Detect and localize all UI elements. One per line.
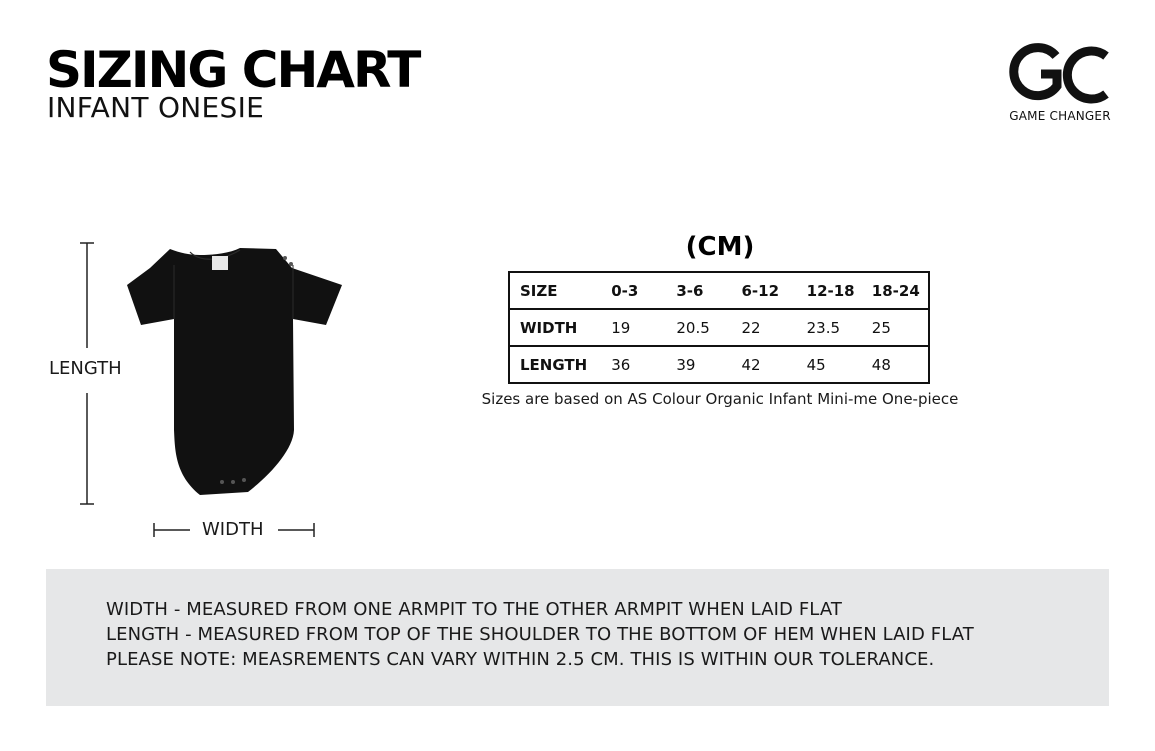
width-measurement-note: WIDTH - MEASURED FROM ONE ARMPIT TO THE OTHER ARMPIT WHEN LAID FLAT bbox=[106, 599, 842, 620]
table-header-row bbox=[509, 272, 929, 309]
measurement-notes-panel bbox=[46, 569, 1109, 706]
table-header-cell: 3-6 bbox=[676, 281, 704, 300]
page-subtitle: INFANT ONESIE bbox=[47, 91, 265, 124]
table-cell: 45 bbox=[806, 355, 826, 374]
table-header-cell: 6-12 bbox=[741, 281, 780, 300]
garment-tag bbox=[212, 256, 228, 270]
onesie-illustration bbox=[40, 230, 360, 550]
table-header-cell: SIZE bbox=[520, 281, 558, 300]
unit-heading: (CM) bbox=[685, 232, 755, 262]
table-cell: 48 bbox=[871, 355, 891, 374]
length-measurement-note: LENGTH - MEASURED FROM TOP OF THE SHOULDER TO THE BOTTOM OF HEM WHEN LAID FLAT bbox=[106, 624, 974, 645]
length-label: LENGTH bbox=[49, 358, 122, 379]
table-row bbox=[509, 309, 929, 346]
table-cell: 39 bbox=[676, 355, 696, 374]
table-cell: 25 bbox=[871, 318, 891, 337]
gc-logo-mark-icon bbox=[1008, 42, 1112, 108]
table-header-cell: 12-18 bbox=[806, 281, 855, 300]
tolerance-note: PLEASE NOTE: MEASREMENTS CAN VARY WITHIN 2.5 CM. THIS IS WITHIN OUR TOLERANCE. bbox=[106, 649, 935, 670]
brand-name: GAME CHANGER bbox=[1009, 109, 1111, 123]
table-cell: 36 bbox=[611, 355, 631, 374]
table-cell: 22 bbox=[741, 318, 761, 337]
table-cell: 42 bbox=[741, 355, 761, 374]
onesie-body-shape bbox=[127, 248, 342, 495]
table-header-cell: 18-24 bbox=[871, 281, 920, 300]
page-title: SIZING CHART bbox=[46, 41, 420, 99]
onesie-diagram bbox=[40, 230, 360, 550]
brand-logo bbox=[990, 40, 1130, 130]
size-table bbox=[508, 271, 930, 384]
table-cell: 23.5 bbox=[806, 318, 841, 337]
table-cell: 19 bbox=[611, 318, 631, 337]
table-row bbox=[509, 346, 929, 383]
row-label: WIDTH bbox=[520, 318, 578, 337]
table-header-cell: 0-3 bbox=[611, 281, 639, 300]
width-label: WIDTH bbox=[202, 519, 264, 540]
row-label: LENGTH bbox=[520, 355, 588, 374]
table-footnote: Sizes are based on AS Colour Organic Infant Mini-me One-piece bbox=[481, 390, 959, 408]
table-cell: 20.5 bbox=[676, 318, 710, 337]
